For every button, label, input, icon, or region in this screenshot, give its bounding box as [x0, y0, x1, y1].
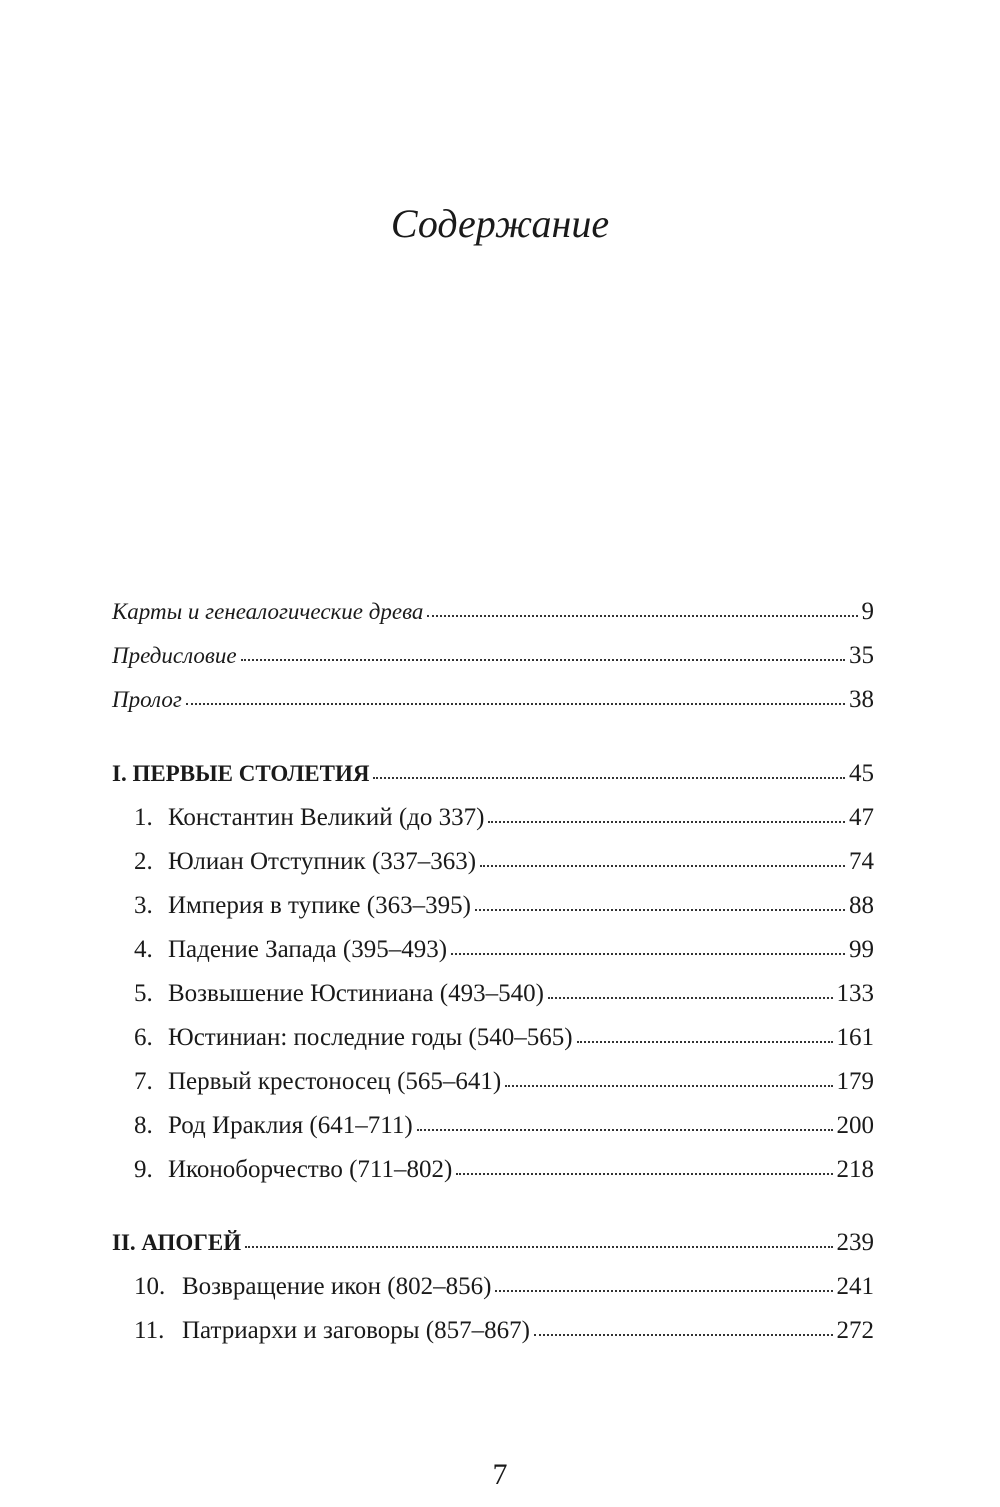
toc-page: 45 — [849, 760, 874, 787]
toc-label: Род Ираклия (641–711) — [168, 1112, 413, 1139]
toc-label: Предисловие — [112, 643, 237, 668]
dot-leader — [534, 1333, 833, 1336]
chapter-number: 4. — [134, 936, 153, 963]
toc-chapter — [112, 1317, 874, 1345]
toc-chapter — [112, 1024, 874, 1052]
toc-chapter — [112, 848, 874, 876]
dot-leader — [488, 820, 845, 823]
dot-leader — [245, 1245, 832, 1248]
chapter-number: 1. — [134, 804, 153, 831]
dot-leader — [495, 1289, 832, 1292]
toc-label: Иконоборчество (711–802) — [168, 1156, 453, 1183]
chapter-number: 10. — [134, 1273, 166, 1300]
toc-label: II. АПОГЕЙ — [112, 1230, 242, 1255]
dot-leader — [186, 702, 845, 705]
dot-leader — [577, 1040, 833, 1043]
toc-label: Константин Великий (до 337) — [168, 804, 485, 831]
toc-page: 35 — [849, 642, 874, 669]
toc-label: Патриархи и заговоры (857–867) — [182, 1317, 530, 1344]
toc-label: Возвышение Юстиниана (493–540) — [168, 980, 544, 1007]
toc-entry-prologue — [112, 686, 874, 714]
toc-chapter — [112, 1068, 874, 1096]
toc-part-2 — [112, 1229, 874, 1257]
chapter-number: 6. — [134, 1024, 153, 1051]
toc-page: 179 — [836, 1068, 874, 1095]
dot-leader — [417, 1128, 833, 1131]
toc-page: 74 — [849, 848, 874, 875]
chapter-number: 8. — [134, 1112, 153, 1139]
toc-chapter — [112, 936, 874, 964]
toc-page: 161 — [836, 1024, 874, 1051]
toc-page: 241 — [836, 1273, 874, 1300]
dot-leader — [456, 1172, 832, 1175]
dot-leader — [427, 614, 857, 617]
dot-leader — [241, 658, 845, 661]
toc-label: I. ПЕРВЫЕ СТОЛЕТИЯ — [112, 761, 370, 786]
toc-chapter — [112, 1112, 874, 1140]
chapter-number: 5. — [134, 980, 153, 1007]
toc-label: Империя в тупике (363–395) — [168, 892, 471, 919]
dot-leader — [505, 1084, 832, 1087]
toc-page: 38 — [849, 686, 874, 713]
toc-label: Юстиниан: последние годы (540–565) — [168, 1024, 573, 1051]
toc-label: Падение Запада (395–493) — [168, 936, 448, 963]
toc-entry-maps — [112, 598, 874, 626]
dot-leader — [548, 996, 833, 999]
chapter-number: 11. — [134, 1317, 165, 1344]
toc-chapter — [112, 1273, 874, 1301]
dot-leader — [373, 776, 845, 779]
chapter-number: 3. — [134, 892, 153, 919]
toc-chapter — [112, 804, 874, 832]
toc-entry-preface — [112, 642, 874, 670]
toc-page: 88 — [849, 892, 874, 919]
toc-page: 239 — [836, 1229, 874, 1256]
dot-leader — [475, 908, 845, 911]
toc-label: Возвращение икон (802–856) — [182, 1273, 492, 1300]
chapter-number: 9. — [134, 1156, 153, 1183]
toc-page: 99 — [849, 936, 874, 963]
toc-page: 218 — [836, 1156, 874, 1183]
toc-page: 9 — [861, 598, 874, 625]
page-title: Содержание — [390, 201, 610, 246]
toc-chapter — [112, 1156, 874, 1184]
toc-page: 200 — [836, 1112, 874, 1139]
toc-page: 133 — [836, 980, 874, 1007]
toc-chapter — [112, 980, 874, 1008]
toc-label: Пролог — [112, 687, 182, 712]
toc-chapter — [112, 892, 874, 920]
toc-label: Первый крестоносец (565–641) — [168, 1068, 502, 1095]
dot-leader — [480, 864, 845, 867]
page-number: 7 — [492, 1458, 508, 1491]
toc-page: 47 — [849, 804, 874, 831]
chapter-number: 2. — [134, 848, 153, 875]
toc-label: Юлиан Отступник (337–363) — [168, 848, 477, 875]
toc-label: Карты и генеалогические древа — [112, 599, 424, 624]
toc-part-1 — [112, 760, 874, 788]
toc-page: 272 — [836, 1317, 874, 1344]
chapter-number: 7. — [134, 1068, 153, 1095]
dot-leader — [451, 952, 845, 955]
